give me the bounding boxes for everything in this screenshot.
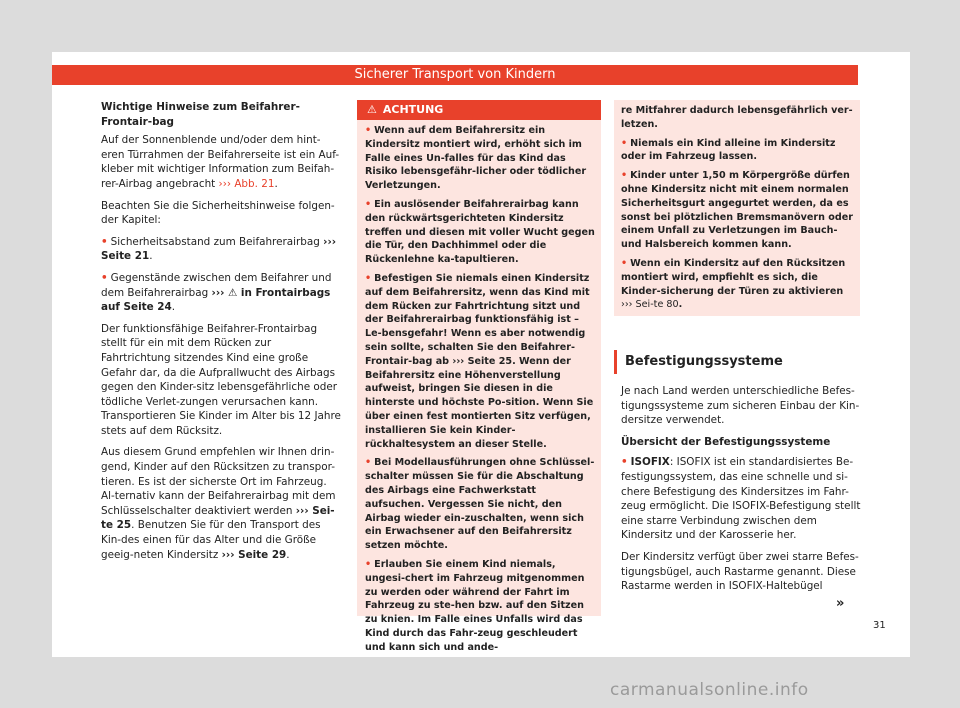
- text: Sicherheitsabstand zum Beifahrerairbag: [110, 235, 324, 248]
- link-seite-25[interactable]: ››› Sei-te 25: [101, 504, 335, 532]
- subheading-overview: Übersicht der Befestigungssysteme: [621, 435, 831, 448]
- bullet-icon: •: [621, 170, 628, 182]
- bullet-icon: •: [101, 235, 108, 248]
- bullet-icon: •: [621, 456, 628, 469]
- isofix-label: ISOFIX: [630, 456, 670, 469]
- text: Auf der Sonnenblende und/oder dem hint-eren Türrahmen der Beifahrerseite ist ein Auf-kleber mit wichtiger Information zum Beifah-rer-Airbag angebracht: [101, 134, 340, 190]
- paragraph-sticker: [101, 133, 341, 191]
- warning-item-text: Wenn auf dem Beifahrersitz ein Kindersitz montiert wird, erhöht sich im Falle eines Un-falles für das Kind das Risiko lebensgefähr-licher oder tödlicher Verletzungen.: [365, 125, 587, 192]
- text: Gegenstände zwischen dem Beifahrer und dem Beifahrerairbag: [101, 271, 332, 299]
- warning-item: [365, 198, 595, 267]
- paragraph-chapters: Beachten Sie die Sicherheitshinweise folgen-der Kapitel:: [101, 199, 335, 227]
- bullet-icon: •: [365, 457, 372, 469]
- bullet-icon: •: [365, 125, 372, 136]
- warning-body: [365, 124, 595, 659]
- text: .: [274, 177, 278, 190]
- paragraph-danger: Der funktionsfähige Beifahrer-Frontairbag stellt für ein mit dem Rücken zur Fahrtrichtung sitzendes Kind eine große Gefahr dar, da die Aufprallwucht des Airbags gegen den Kinder-sitz lebensgefährliche oder tödliche Verlet-zungen verursachen kann. Transportieren Sie Kinder im Alter bis 12 Jahre stets auf dem Rücksitz.: [101, 322, 341, 437]
- warning-item-text: Wenn ein Kindersitz auf den Rücksitzen montiert wird, empfiehlt es sich, die Kinder-sicherung der Türen zu aktivieren: [621, 257, 846, 297]
- text: Aus diesem Grund empfehlen wir Ihnen drin-gend, Kinder auf den Rücksitzen zu transpor-tieren. Es ist der sicherste Ort im Fahrzeug. Al-ternativ kann der Beifahrerairbag mit dem Schlüsselschalter deaktiviert werden: [101, 446, 336, 517]
- warning-item: [621, 169, 853, 252]
- warning-item-continued: re Mitfahrer dadurch lebensgefährlich ver-letzen.: [621, 105, 853, 130]
- warning-item-text: Ein auslösender Beifahrerairbag kann den rückwärtsgerichteten Kindersitz treffen und diesen mit voller Wucht gegen die Tür, den Dachhimmel oder die Rückenlehne ka-tapultieren.: [365, 198, 595, 266]
- link-seite-29[interactable]: ››› Seite 29: [221, 548, 287, 561]
- bullet-icon: •: [621, 257, 628, 269]
- bullet-isofix: [621, 455, 861, 543]
- page-number: 31: [873, 620, 886, 631]
- paragraph-rastarme: Der Kindersitz verfügt über zwei starre Befes-tigungsbügel, auch Rastarme genannt. Diese Rastarme werden in ISOFIX-Haltebügel: [621, 550, 859, 593]
- page-header: Sicherer Transport von Kindern: [52, 65, 858, 85]
- warning-item-text: Befestigen Sie niemals einen Kindersitz auf dem Beifahrersitz, wenn das Kind mit dem Rücken zur Fahrtrichtung sitzt und der Beifahrerairbag funktionsfähig ist – Le-bensgefahr! Wenn es aber notwendig sein sollte, schalten Sie den Beifahrer-Frontair-bag ab ››› Seite 25. Wenn der Beifahrersitz eine Höhenverstellung aufweist, bringen Sie diesen in die hinterste und höchste Po-sition. Wenn Sie über einen fest montierten Sitz verfügen, installieren Sie kein Kinder-rückhaltesystem an dieser Stelle.: [365, 272, 594, 450]
- bullet-icon: •: [101, 271, 108, 284]
- paragraph-recommendation: [101, 445, 341, 562]
- paragraph-intro: Je nach Land werden unterschiedliche Befes-tigungssysteme zum sicheren Einbau der Kin-dersitze verwendet.: [621, 385, 860, 427]
- warning-item-text: Kinder unter 1,50 m Körpergröße dürfen ohne Kindersitz nicht mit einem normalen Sicherheitsgurt angegurtet werden, da es sonst bei plötzlichen Bremsmanövern oder einem Unfall zu Verletzungen im Bauch- und Halsbereich kommen kann.: [621, 170, 853, 251]
- warning-item: [621, 257, 853, 312]
- link-frontairbags-seite-24[interactable]: ››› ⚠ in Frontairbags auf Seite 24: [101, 286, 331, 314]
- bullet-icon: •: [365, 272, 372, 284]
- watermark: carmanualsonline.info: [610, 680, 809, 700]
- link-abb-21[interactable]: ››› Abb. 21: [218, 177, 275, 190]
- text: .: [678, 299, 683, 311]
- text: . Benutzen Sie für den Transport des Kin-des einen für das Alter und die Größe geeig-neten Kindersitz: [101, 519, 321, 561]
- warning-item: [365, 124, 595, 193]
- column-left: [101, 100, 341, 569]
- bullet-icon: •: [365, 558, 372, 570]
- warning-item: [365, 456, 595, 553]
- warning-item-text: Niemals ein Kind alleine im Kindersitz oder im Fahrzeug lassen.: [621, 137, 836, 163]
- bullet-icon: •: [621, 137, 628, 149]
- warning-header: [357, 100, 601, 120]
- section-title: Befestigungssysteme: [614, 350, 871, 374]
- warning-item-text: Erlauben Sie einem Kind niemals, ungesi-chert im Fahrzeug mitgenommen zu werden oder während der Fahrt im Fahrzeug zu ste-hen bzw. auf den Sitzen zu knien. Im Falle eines Unfalls wird das Kind durch das Fahr-zeug geschleudert und kann sich und ande-: [365, 558, 585, 653]
- text: .: [286, 548, 290, 561]
- warning-item: [621, 137, 853, 165]
- text: .: [149, 250, 153, 263]
- warning-body-continued: [621, 104, 853, 317]
- warning-item-text: Bei Modellausführungen ohne Schlüssel-schalter müssen Sie für die Abschaltung des Airbags eine Fachwerkstatt aufsuchen. Vergessen Sie nicht, den Airbag wieder ein-zuschalten, wenn sich ein Erwachsener auf den Beifahrersitz setzen möchte.: [365, 457, 595, 552]
- heading-frontairbag: Wichtige Hinweise zum Beifahrer-Frontair-bag: [101, 101, 300, 128]
- warning-item: [365, 558, 595, 655]
- warning-item: [365, 272, 595, 451]
- bullet-objects: [101, 271, 341, 315]
- continue-arrow-icon: »: [836, 596, 845, 611]
- warning-title: ACHTUNG: [382, 103, 444, 116]
- section-body: [621, 384, 861, 601]
- text: .: [171, 301, 176, 314]
- link-seite-80[interactable]: ››› Sei-te 80: [621, 299, 679, 311]
- warning-triangle-icon: ⚠: [367, 103, 377, 116]
- bullet-icon: •: [365, 198, 372, 210]
- link-seite-21[interactable]: ››› Seite 21: [101, 235, 337, 263]
- text: : ISOFIX ist ein standardisiertes Be-festigungssystem, das eine schnelle und si-chere Befestigung des Kindersitzes im Fahr-zeug ermöglicht. Die ISOFIX-Befestigung stellt eine starre Verbindung zwischen dem Kindersitz und der Karosserie her.: [621, 456, 861, 542]
- bullet-safety-distance: [101, 235, 341, 264]
